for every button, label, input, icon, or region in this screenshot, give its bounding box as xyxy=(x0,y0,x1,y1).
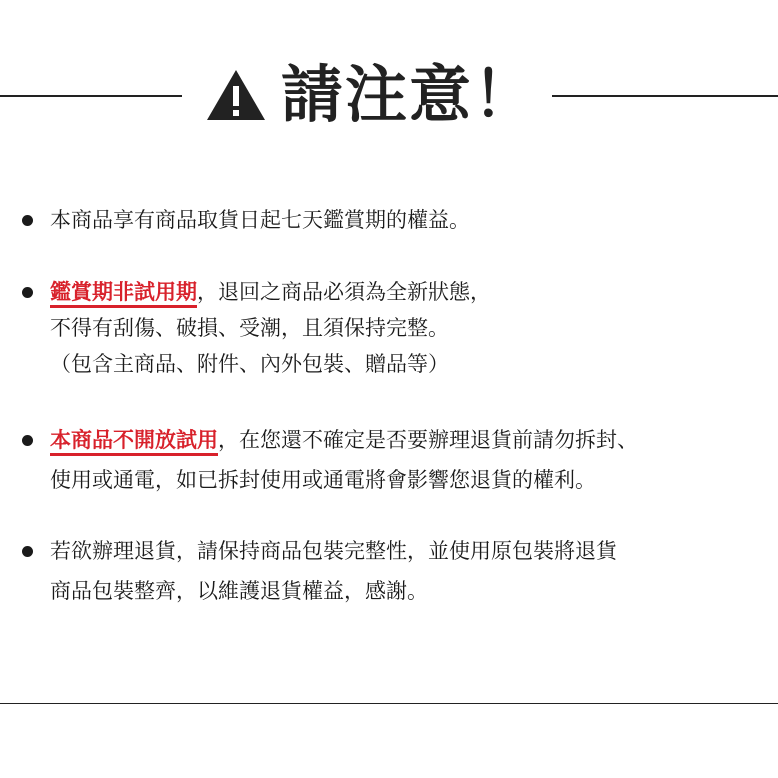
warning-icon xyxy=(205,68,267,122)
bullet xyxy=(22,435,33,446)
bullet xyxy=(22,287,33,298)
item-text: ，在您還不確定是否要辦理退貨前請勿拆封、 xyxy=(218,428,638,452)
item-line xyxy=(50,422,638,458)
bottom-divider xyxy=(0,703,778,704)
header-rule-left xyxy=(0,95,182,97)
highlight-text: 鑑賞期非試用期 xyxy=(50,280,197,308)
page-title: 請注意！ xyxy=(281,58,538,131)
highlight-text: 本商品不開放試用 xyxy=(50,428,218,456)
item-text: 不得有刮傷、破損、受潮，且須保持完整。 xyxy=(50,316,449,340)
notice-header xyxy=(0,55,778,135)
bullet xyxy=(22,215,33,226)
item-text: 商品包裝整齊，以維護退貨權益，感謝。 xyxy=(50,579,428,603)
item-text: 使用或通電，如已拆封使用或通電將會影響您退貨的權利。 xyxy=(50,468,596,492)
item-text: 本商品享有商品取貨日起七天鑑賞期的權益。 xyxy=(50,208,470,232)
item-line xyxy=(50,274,491,310)
item-text: ，退回之商品必須為全新狀態， xyxy=(197,280,491,304)
title-group xyxy=(205,55,537,135)
item-text: （包含主商品、附件、內外包裝、贈品等） xyxy=(50,352,449,376)
bullet xyxy=(22,546,33,557)
header-rule-right xyxy=(552,95,778,97)
item-text: 若欲辦理退貨，請保持商品包裝完整性，並使用原包裝將退貨 xyxy=(50,539,617,563)
